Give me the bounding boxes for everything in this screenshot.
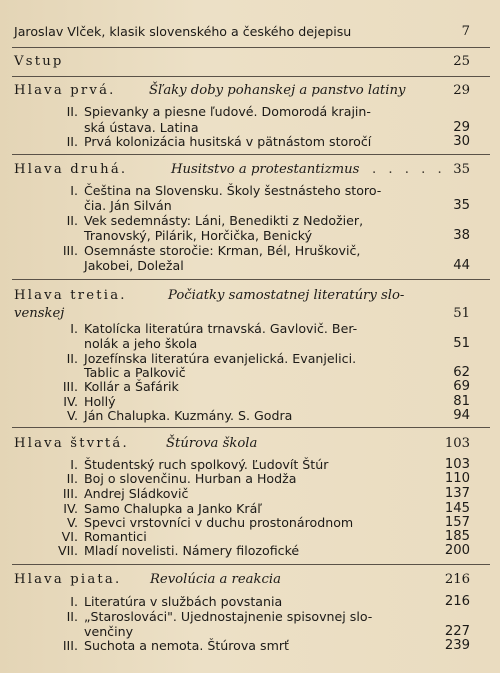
page-number: 51 [453,336,470,351]
item-number: VI. [61,529,78,544]
item-text: Samo Chalupka a Janko Kráľ [84,501,263,516]
page-number: 110 [444,471,470,486]
page-number: 103 [444,436,470,451]
toc-item [0,542,500,560]
leader-dots: . . . . . [372,162,446,177]
page-number: 227 [444,624,470,639]
item-text: Osemnáste storočie: Krman, Bél, Hruškovič, [84,243,361,258]
item-text: Jakobei, Doležal [84,258,184,273]
item-text: Čeština na Slovensku. Školy šestnásteho storo- [84,183,382,198]
divider [12,154,490,155]
item-number: III. [62,638,78,653]
item-number: I. [70,183,78,198]
item-text: čia. Ján Silván [84,198,172,213]
chapter-title: venskej [14,306,65,321]
page-number: 38 [453,228,470,243]
item-text: venčiny [84,624,134,639]
page-number: 81 [453,394,470,409]
page-number: 29 [453,120,470,135]
item-text: Katolícka literatúra trnavská. Gavlovič. Ber- [84,321,358,336]
chapter-label: Hlava druhá. [14,162,128,177]
chapter-label: Hlava piata. [14,572,122,587]
item-number: II. [66,609,78,624]
toc-item [0,637,500,655]
toc-item [0,133,500,151]
page-number: 94 [453,408,470,423]
item-number: II. [66,213,78,228]
toc-item-cont [0,257,500,275]
page-number: 157 [444,515,470,530]
page-number: 137 [444,486,470,501]
item-text: Ján Chalupka. Kuzmány. S. Godra [84,408,293,423]
chapter-heading [0,82,500,100]
chapter-heading [0,287,500,305]
item-text: Mladí novelisti. Námery filozofické [84,543,300,558]
toc-entry-intro-essay [0,23,500,41]
chapter-label: Hlava prvá. [14,83,116,98]
divider [12,427,490,428]
divider [12,76,490,77]
item-number: III. [62,243,78,258]
page-number: 69 [453,379,470,394]
divider [12,47,490,48]
item-number: V. [67,515,78,530]
item-text: Andrej Sládkovič [84,486,189,501]
item-text: Romantici [84,529,147,544]
item-number: IV. [63,501,78,516]
item-number: I. [70,457,78,472]
page-number: 44 [453,258,470,273]
item-number: I. [70,594,78,609]
page-number: 35 [453,198,470,213]
item-text: Tablic a Palkovič [84,365,186,380]
page-number: 25 [453,54,470,69]
page-number: 200 [444,543,470,558]
page-number: 216 [444,594,470,609]
item-number: II. [66,351,78,366]
page-number: 239 [444,638,470,653]
divider [12,564,490,565]
item-text: Literatúra v službách povstania [84,594,283,609]
chapter-heading [0,435,500,453]
entry-text: Jaroslav Vlček, klasik slovenského a českého dejepisu [14,24,352,39]
page-number: 216 [444,572,470,587]
chapter-label: Hlava tretia. [14,288,127,303]
item-text: Prvá kolonizácia husitská v pätnástom storočí [84,134,372,149]
chapter-heading [0,161,500,179]
chapter-title: Štúrova škola [166,436,258,451]
item-number: II. [66,134,78,149]
chapter-title: Šľaky doby pohanskej a panstvo latiny [149,83,406,98]
item-text: Spievanky a piesne ľudové. Domorodá krajin- [84,104,371,119]
page-number: 30 [453,134,470,149]
item-text: Jozefínska literatúra evanjelická. Evanjelici. [84,351,357,366]
item-number: I. [70,321,78,336]
item-text: Hollý [84,394,116,409]
item-text: „Staroslováci". Ujednostajnenie spisovnej slo- [84,609,373,624]
item-number: II. [66,104,78,119]
chapter-title: Počiatky samostatnej literatúry slo- [168,288,405,303]
chapter-label: Hlava štvrtá. [14,436,129,451]
item-number: IV. [63,394,78,409]
item-text: ská ústava. Latina [84,120,199,135]
chapter-title: Revolúcia a reakcia [150,572,281,587]
item-number: V. [67,408,78,423]
item-number: III. [62,379,78,394]
divider [12,279,490,280]
item-text: Boj o slovenčinu. Hurban a Hodža [84,471,297,486]
item-number: VII. [57,543,78,558]
page-number: 103 [444,457,470,472]
item-number: III. [62,486,78,501]
page-number: 51 [453,306,470,321]
page-number: 7 [461,24,470,39]
page-number: 35 [453,162,470,177]
item-text: Študentský ruch spolkový. Ľudovít Štúr [84,457,329,472]
page-number: 62 [453,365,470,380]
item-text: Suchota a nemota. Štúrova smrť [84,638,289,653]
page-number: 29 [453,83,470,98]
entry-text: Vstup [14,54,64,69]
item-text: Kollár a Šafárik [84,379,179,394]
item-text: Vek sedemnásty: Láni, Benedikti z Nedožier, [84,213,364,228]
toc-item [0,407,500,425]
page-number: 185 [444,529,470,544]
toc-entry-vstup [0,53,500,71]
item-number: II. [66,471,78,486]
item-text: Spevci vrstovníci v duchu prostonárodnom [84,515,354,530]
chapter-title: Husitstvo a protestantizmus [171,162,360,177]
page-number: 145 [444,501,470,516]
chapter-heading [0,571,500,589]
item-text: Tranovský, Pilárik, Horčička, Benický [84,228,313,243]
item-text: nolák a jeho škola [84,336,198,351]
